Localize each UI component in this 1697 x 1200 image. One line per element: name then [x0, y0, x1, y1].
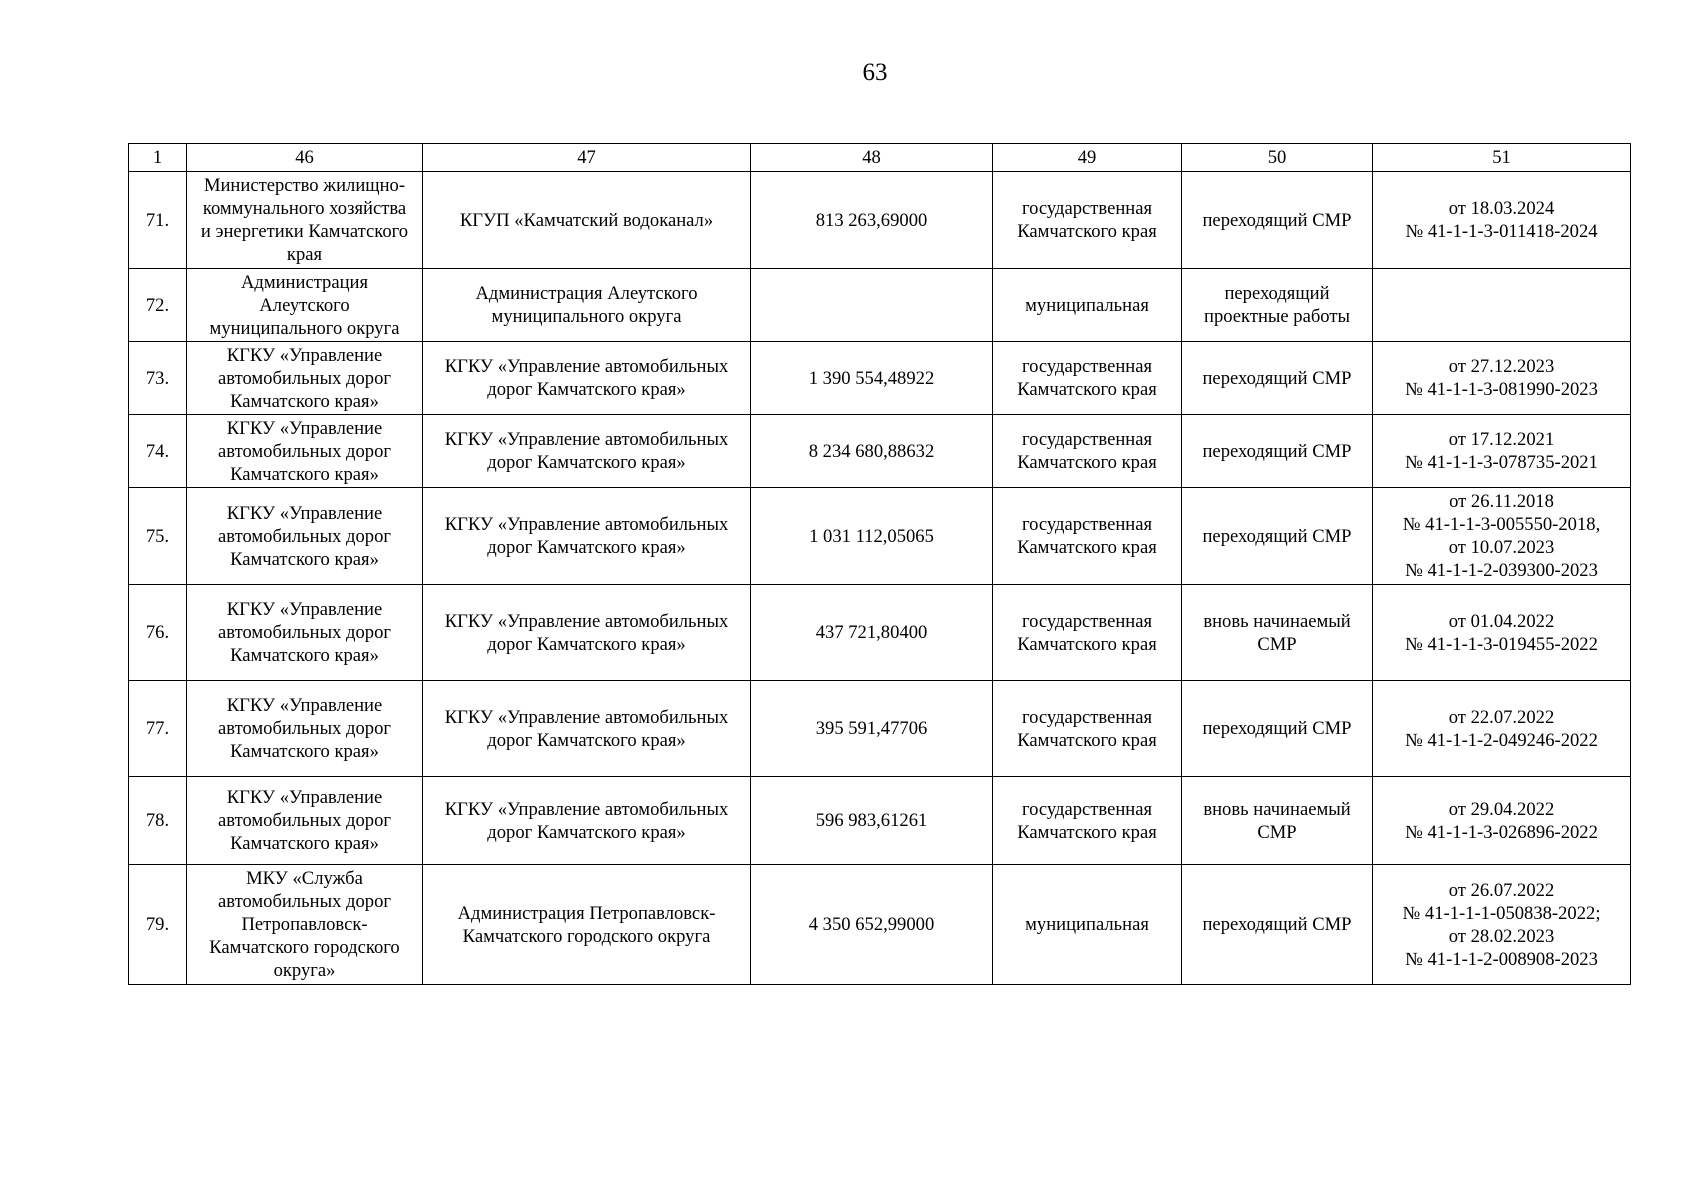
amount-cell: 1 390 554,48922	[751, 342, 993, 415]
row-number-cell: 74.	[129, 415, 187, 488]
header-row	[129, 144, 1631, 172]
developer-cell: КГКУ «Управление автомобильных дорог Камчатского края»	[423, 585, 751, 681]
table-row	[129, 488, 1631, 585]
amount-cell: 1 031 112,05065	[751, 488, 993, 585]
data-table	[128, 143, 1631, 985]
ownership-cell: государственная Камчатского края	[993, 585, 1182, 681]
amount-cell: 395 591,47706	[751, 681, 993, 777]
expertise-cell: от 18.03.2024 № 41-1-1-3-011418-2024	[1373, 172, 1631, 269]
status-cell: переходящий СМР	[1182, 415, 1373, 488]
developer-cell: КГКУ «Управление автомобильных дорог Камчатского края»	[423, 488, 751, 585]
status-cell: переходящий СМР	[1182, 865, 1373, 985]
header-cell-48: 48	[751, 144, 993, 172]
page-number: 63	[862, 59, 888, 86]
customer-cell: Министерство жилищно- коммунального хозяйства и энергетики Камчатского края	[187, 172, 423, 269]
amount-cell	[751, 269, 993, 342]
expertise-cell: от 27.12.2023 № 41-1-1-3-081990-2023	[1373, 342, 1631, 415]
table-header	[129, 144, 1631, 172]
table-row	[129, 681, 1631, 777]
amount-cell: 437 721,80400	[751, 585, 993, 681]
table-row	[129, 415, 1631, 488]
developer-cell: Администрация Петропавловск- Камчатского городского округа	[423, 865, 751, 985]
developer-cell: КГКУ «Управление автомобильных дорог Камчатского края»	[423, 681, 751, 777]
table-row	[129, 172, 1631, 269]
row-number-cell: 79.	[129, 865, 187, 985]
developer-cell: КГУП «Камчатский водоканал»	[423, 172, 751, 269]
table-body	[129, 172, 1631, 985]
row-number-cell: 77.	[129, 681, 187, 777]
header-cell-49: 49	[993, 144, 1182, 172]
customer-cell: КГКУ «Управление автомобильных дорог Камчатского края»	[187, 342, 423, 415]
row-number-cell: 76.	[129, 585, 187, 681]
developer-cell: КГКУ «Управление автомобильных дорог Камчатского края»	[423, 777, 751, 865]
ownership-cell: государственная Камчатского края	[993, 342, 1182, 415]
amount-cell: 596 983,61261	[751, 777, 993, 865]
amount-cell: 8 234 680,88632	[751, 415, 993, 488]
status-cell: переходящий проектные работы	[1182, 269, 1373, 342]
ownership-cell: государственная Камчатского края	[993, 415, 1182, 488]
expertise-cell: от 26.11.2018 № 41-1-1-3-005550-2018, от 10.07.2023 № 41-1-1-2-039300-2023	[1373, 488, 1631, 585]
amount-cell: 4 350 652,99000	[751, 865, 993, 985]
status-cell: переходящий СМР	[1182, 342, 1373, 415]
customer-cell: МКУ «Служба автомобильных дорог Петропавловск- Камчатского городского округа»	[187, 865, 423, 985]
header-cell-46: 46	[187, 144, 423, 172]
row-number-cell: 78.	[129, 777, 187, 865]
header-cell-50: 50	[1182, 144, 1373, 172]
developer-cell: Администрация Алеутского муниципального округа	[423, 269, 751, 342]
table-row	[129, 269, 1631, 342]
developer-cell: КГКУ «Управление автомобильных дорог Камчатского края»	[423, 342, 751, 415]
customer-cell: КГКУ «Управление автомобильных дорог Камчатского края»	[187, 415, 423, 488]
ownership-cell: государственная Камчатского края	[993, 488, 1182, 585]
expertise-cell: от 26.07.2022 № 41-1-1-1-050838-2022; от 28.02.2023 № 41-1-1-2-008908-2023	[1373, 865, 1631, 985]
customer-cell: КГКУ «Управление автомобильных дорог Камчатского края»	[187, 777, 423, 865]
row-number-cell: 71.	[129, 172, 187, 269]
status-cell: переходящий СМР	[1182, 172, 1373, 269]
customer-cell: КГКУ «Управление автомобильных дорог Камчатского края»	[187, 488, 423, 585]
status-cell: вновь начинаемый СМР	[1182, 585, 1373, 681]
expertise-cell: от 29.04.2022 № 41-1-1-3-026896-2022	[1373, 777, 1631, 865]
header-cell-47: 47	[423, 144, 751, 172]
amount-cell: 813 263,69000	[751, 172, 993, 269]
header-cell-51: 51	[1373, 144, 1631, 172]
ownership-cell: государственная Камчатского края	[993, 172, 1182, 269]
header-cell-1: 1	[129, 144, 187, 172]
ownership-cell: государственная Камчатского края	[993, 681, 1182, 777]
status-cell: переходящий СМР	[1182, 488, 1373, 585]
table-row	[129, 342, 1631, 415]
ownership-cell: муниципальная	[993, 865, 1182, 985]
ownership-cell: муниципальная	[993, 269, 1182, 342]
customer-cell: КГКУ «Управление автомобильных дорог Камчатского края»	[187, 585, 423, 681]
expertise-cell: от 22.07.2022 № 41-1-1-2-049246-2022	[1373, 681, 1631, 777]
ownership-cell: государственная Камчатского края	[993, 777, 1182, 865]
row-number-cell: 75.	[129, 488, 187, 585]
status-cell: переходящий СМР	[1182, 681, 1373, 777]
expertise-cell: от 01.04.2022 № 41-1-1-3-019455-2022	[1373, 585, 1631, 681]
table-row	[129, 777, 1631, 865]
row-number-cell: 73.	[129, 342, 187, 415]
expertise-cell	[1373, 269, 1631, 342]
table-row	[129, 865, 1631, 985]
status-cell: вновь начинаемый СМР	[1182, 777, 1373, 865]
row-number-cell: 72.	[129, 269, 187, 342]
developer-cell: КГКУ «Управление автомобильных дорог Камчатского края»	[423, 415, 751, 488]
customer-cell: КГКУ «Управление автомобильных дорог Камчатского края»	[187, 681, 423, 777]
table-row	[129, 585, 1631, 681]
customer-cell: Администрация Алеутского муниципального округа	[187, 269, 423, 342]
expertise-cell: от 17.12.2021 № 41-1-1-3-078735-2021	[1373, 415, 1631, 488]
